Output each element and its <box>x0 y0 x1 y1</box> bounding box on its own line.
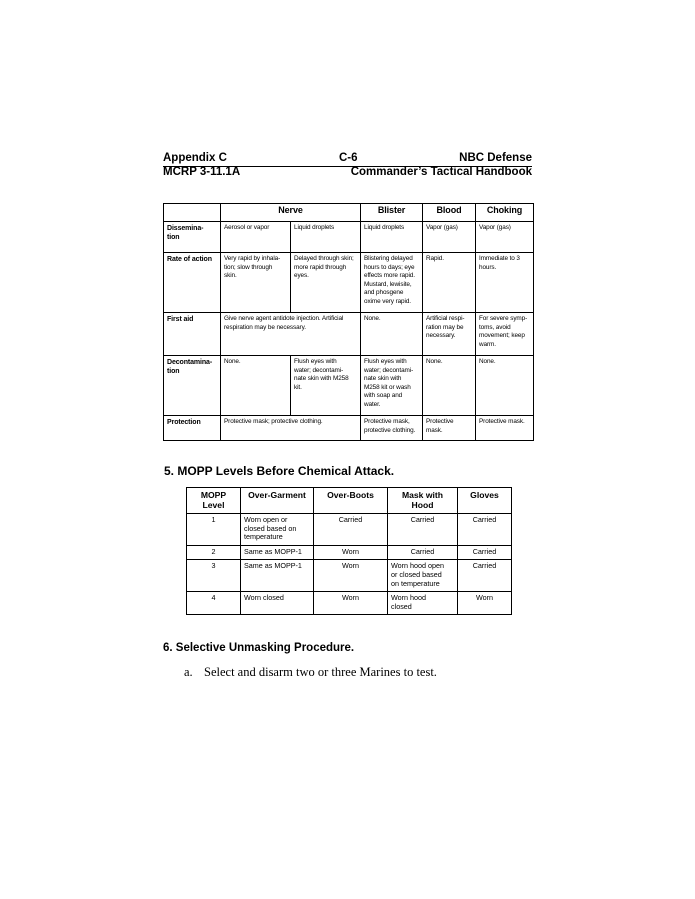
cell: Carried <box>458 560 512 592</box>
cell: Same as MOPP-1 <box>241 560 314 592</box>
table-row <box>187 560 512 592</box>
col-header-mopp-level: MOPP Level <box>187 488 241 514</box>
table-row <box>164 356 534 416</box>
cell: Worn closed <box>241 592 314 615</box>
col-header-choking: Choking <box>476 204 534 222</box>
header-title: Commander’s Tactical Handbook <box>350 166 532 178</box>
cell: Flush eyes with water; decontami- nate skin with M258 kit or wash with soap and water. <box>361 356 423 416</box>
cell: Worn open or closed based on temperature <box>241 514 314 546</box>
row-label: First aid <box>164 313 221 356</box>
cell: Carried <box>458 545 512 560</box>
corner-cell <box>164 204 221 222</box>
row-label: Dissemina- tion <box>164 222 221 253</box>
section-6-heading: 6. Selective Unmasking Procedure. <box>163 642 355 654</box>
cell: For severe symp- toms, avoid movement; keep warm. <box>476 313 534 356</box>
cell: Give nerve agent antidote injection. Artificial respiration may be necessary. <box>221 313 361 356</box>
cell: Vapor (gas) <box>423 222 476 253</box>
col-header-over-garment: Over-Garment <box>241 488 314 514</box>
header-appendix: Appendix C <box>163 152 227 164</box>
cell: Delayed through skin; more rapid through eyes. <box>291 253 361 313</box>
header-publication: MCRP 3-11.1A <box>163 166 241 178</box>
table-row <box>164 313 534 356</box>
cell: Aerosol or vapor <box>221 222 291 253</box>
cell: Rapid. <box>423 253 476 313</box>
cell: Worn hood closed <box>388 592 458 615</box>
cell: Very rapid by inhala- tion; slow through skin. <box>221 253 291 313</box>
cell: None. <box>221 356 291 416</box>
cell: Worn <box>458 592 512 615</box>
table-row <box>164 416 534 441</box>
col-header-mask-with-hood: Mask with Hood <box>388 488 458 514</box>
header-chapter: NBC Defense <box>459 152 532 164</box>
cell: Same as MOPP-1 <box>241 545 314 560</box>
item-text: Select and disarm two or three Marines to test. <box>204 665 437 679</box>
cell: 4 <box>187 592 241 615</box>
col-header-blister: Blister <box>361 204 423 222</box>
running-header-top <box>163 152 532 167</box>
cell: 2 <box>187 545 241 560</box>
cell: Carried <box>388 545 458 560</box>
table-header-row <box>164 204 534 222</box>
table-row <box>187 592 512 615</box>
cell: None. <box>361 313 423 356</box>
cell: Liquid droplets <box>361 222 423 253</box>
item-label: a. <box>184 665 193 679</box>
header-page-number: C-6 <box>339 152 358 164</box>
table-row <box>187 514 512 546</box>
running-header-bottom <box>163 166 532 179</box>
cell: Protective mask. <box>476 416 534 441</box>
cell: None. <box>476 356 534 416</box>
cell: Immediate to 3 hours. <box>476 253 534 313</box>
table-row <box>187 545 512 560</box>
table-row <box>164 253 534 313</box>
chemical-agents-table <box>163 203 534 441</box>
cell: Carried <box>458 514 512 546</box>
col-header-gloves: Gloves <box>458 488 512 514</box>
cell: Worn <box>314 592 388 615</box>
table-header-row <box>187 488 512 514</box>
cell: Flush eyes with water; decontami- nate skin with M258 kit. <box>291 356 361 416</box>
cell: Carried <box>388 514 458 546</box>
cell: Worn hood open or closed based on temperature <box>388 560 458 592</box>
cell: Artificial respi- ration may be necessary. <box>423 313 476 356</box>
cell: Worn <box>314 545 388 560</box>
cell: Protective mask. <box>423 416 476 441</box>
row-label: Rate of action <box>164 253 221 313</box>
table-row <box>164 222 534 253</box>
cell: Protective mask, protective clothing. <box>361 416 423 441</box>
cell: Worn <box>314 560 388 592</box>
section-5-heading: 5. MOPP Levels Before Chemical Attack. <box>164 464 395 478</box>
col-header-over-boots: Over-Boots <box>314 488 388 514</box>
cell: 3 <box>187 560 241 592</box>
col-header-blood: Blood <box>423 204 476 222</box>
cell: Carried <box>314 514 388 546</box>
row-label: Protection <box>164 416 221 441</box>
cell: Protective mask; protective clothing. <box>221 416 361 441</box>
cell: Vapor (gas) <box>476 222 534 253</box>
row-label: Decontamina- tion <box>164 356 221 416</box>
col-header-nerve: Nerve <box>221 204 361 222</box>
cell: Liquid droplets <box>291 222 361 253</box>
list-item <box>184 665 437 680</box>
mopp-levels-table <box>186 487 512 615</box>
cell: 1 <box>187 514 241 546</box>
cell: Blistering delayed hours to days; eye effects more rapid. Mustard, lewisite, and phosgene oxime very rapid. <box>361 253 423 313</box>
cell: None. <box>423 356 476 416</box>
